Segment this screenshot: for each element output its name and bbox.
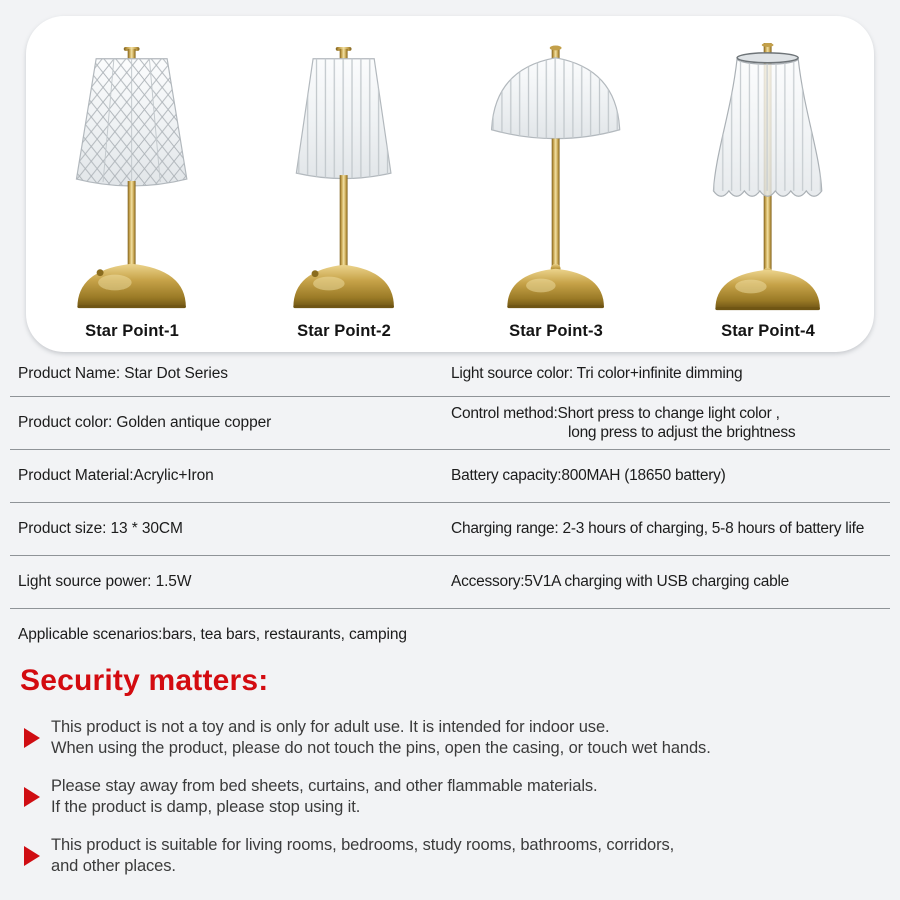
product-card — [26, 16, 874, 352]
security-title: Security matters: — [20, 664, 269, 697]
spec-row-3 — [10, 450, 890, 503]
lamp-3-dome-image — [462, 43, 649, 319]
lamp-label-2: Star Point-2 — [297, 322, 391, 340]
spec-control-method — [451, 404, 890, 442]
lamp-label-4: Star Point-4 — [721, 322, 815, 340]
spec-product-size: Product size: 13 * 30CM — [18, 520, 183, 537]
lamp-figure-4 — [662, 43, 874, 352]
security-item-2-text — [51, 776, 598, 818]
spec-row-4 — [10, 503, 890, 556]
spec-battery-capacity: Battery capacity:800MAH (18650 battery) — [451, 467, 726, 484]
security-item-3-text — [51, 835, 674, 877]
triangle-bullet-icon — [24, 787, 40, 807]
security-section — [20, 664, 880, 877]
lamp-4-bell-image — [674, 43, 861, 319]
lamp-2-pleated-image — [250, 43, 437, 319]
lamp-figure-3 — [450, 43, 662, 352]
spec-control-method-line1: Control method:Short press to change light color , — [451, 405, 780, 422]
spec-control-method-line2: long press to adjust the brightness — [568, 424, 796, 441]
spec-product-name: Product Name: Star Dot Series — [18, 365, 228, 382]
lamp-figure-1 — [26, 43, 238, 352]
security-item-2-line1: Please stay away from bed sheets, curtains, and other flammable materials. — [51, 777, 598, 795]
spec-row-2 — [10, 397, 890, 450]
triangle-bullet-icon — [24, 728, 40, 748]
lamp-1-crystal-image — [38, 43, 225, 319]
security-items — [24, 717, 880, 877]
security-item-2 — [24, 776, 880, 818]
spec-light-source-color: Light source color: Tri color+infinite dimming — [451, 365, 743, 382]
spec-row-5 — [10, 556, 890, 609]
security-item-3 — [24, 835, 880, 877]
spec-charging-range: Charging range: 2-3 hours of charging, 5-8 hours of battery life — [451, 520, 865, 537]
lamp-label-1: Star Point-1 — [85, 322, 179, 340]
security-item-1-text — [51, 717, 711, 759]
spec-accessory: Accessory:5V1A charging with USB charging cable — [451, 573, 790, 590]
spec-row-1 — [10, 352, 890, 397]
lamp-figure-2 — [238, 43, 450, 352]
security-item-2-line2: If the product is damp, please stop using it. — [51, 798, 361, 816]
spec-table — [10, 352, 890, 660]
security-item-1-line2: When using the product, please do not touch the pins, open the casing, or touch wet hands. — [51, 739, 711, 757]
spec-product-color: Product color: Golden antique copper — [18, 414, 272, 431]
triangle-bullet-icon — [24, 846, 40, 866]
spec-light-source-power: Light source power: 1.5W — [18, 573, 192, 590]
security-item-1-line1: This product is not a toy and is only for adult use. It is intended for indoor use. — [51, 718, 610, 736]
spec-product-material: Product Material:Acrylic+Iron — [18, 467, 214, 484]
security-item-3-line2: and other places. — [51, 857, 176, 875]
security-item-3-line1: This product is suitable for living rooms, bedrooms, study rooms, bathrooms, corridors, — [51, 836, 675, 854]
security-item-1 — [24, 717, 880, 759]
lamp-label-3: Star Point-3 — [509, 322, 603, 340]
spec-applicable-scenarios: Applicable scenarios:bars, tea bars, restaurants, camping — [18, 625, 407, 643]
